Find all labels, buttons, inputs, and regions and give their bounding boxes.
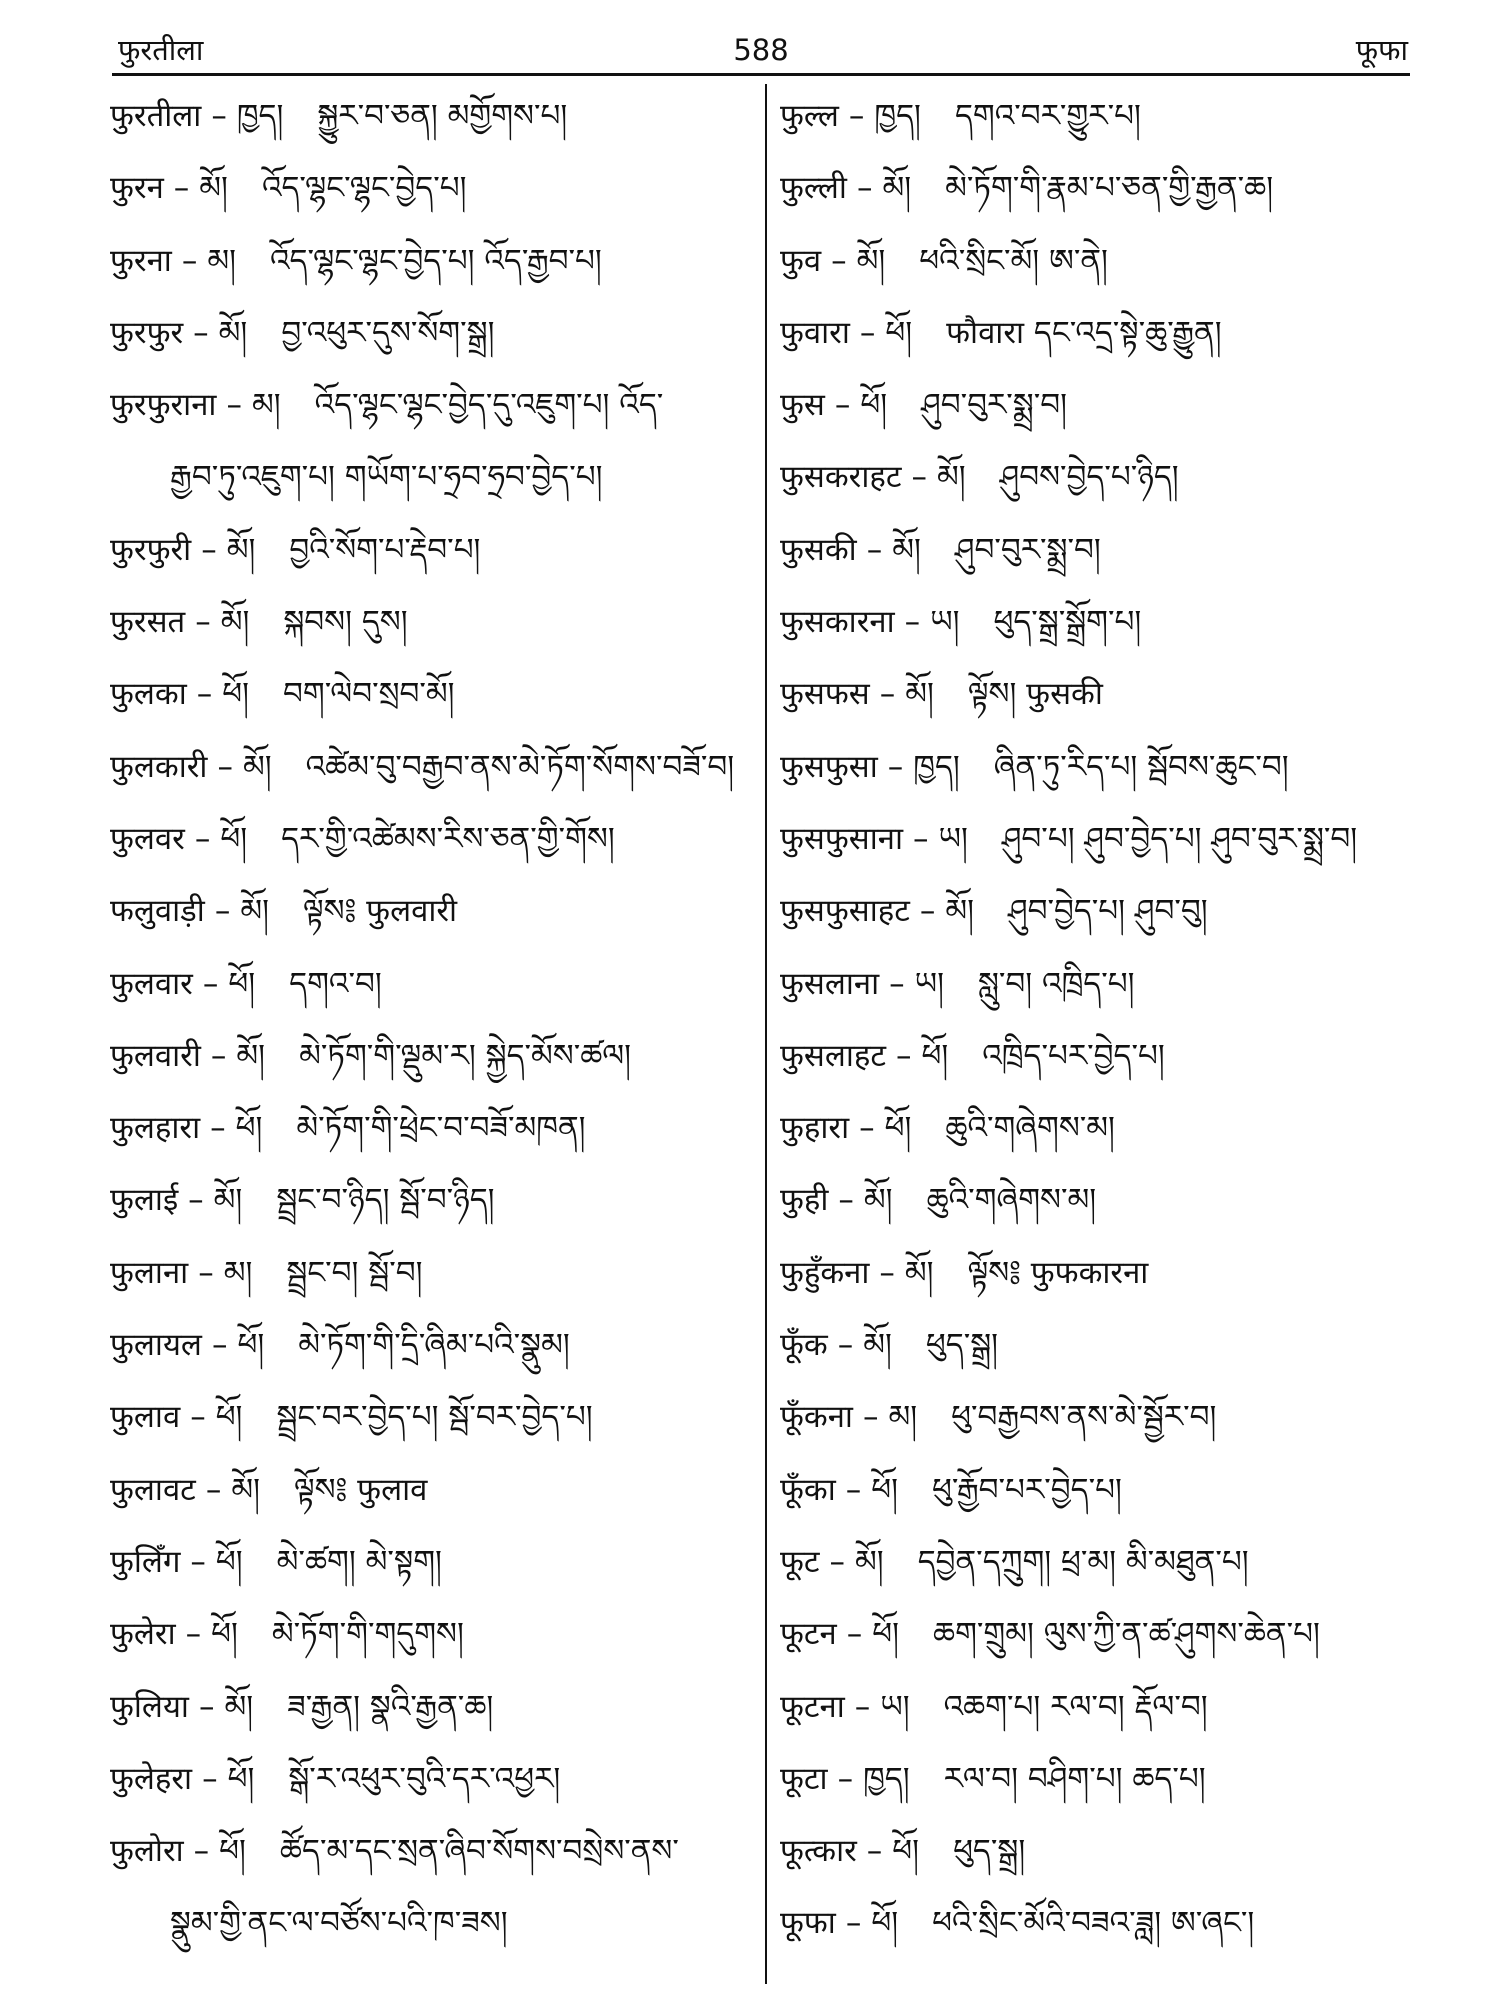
entry-dash: – (845, 1905, 862, 1942)
entry-dash: – (845, 1471, 862, 1508)
entry-definition: སྦྲང་བར་བྱེད་པ། སྦོ་བར་བྱེད་པ། (276, 1399, 593, 1436)
entry-headword: फुसफुसाहट (780, 893, 910, 930)
entry-continuation (110, 451, 750, 523)
dictionary-entry (780, 307, 1410, 379)
entry-definition: ཆག་གྲུམ། ལུས་ཀྱི་ན་ཚ་ཤུགས་ཆེན་པ། (933, 1616, 1320, 1653)
entry-definition: བྱ་འཕུར་དུས་སོག་སྒྲ། (281, 314, 495, 351)
entry-definition: དགའ་བ། (289, 965, 382, 1002)
entry-dash: – (889, 965, 905, 1002)
entry-dash: – (193, 1833, 210, 1870)
entry-part-of-speech: ཕོ། (215, 1399, 243, 1436)
entry-part-of-speech: མོ། (199, 170, 228, 207)
entry-part-of-speech: ཁྱད། (913, 748, 960, 785)
dictionary-entry (110, 1174, 750, 1246)
header-rule (112, 73, 1410, 76)
entry-definition: དབྱེན་དཀྲུག། ཕྲ་མ། མི་མཐུན་པ། (917, 1543, 1249, 1580)
page-number: 588 (733, 33, 789, 67)
entry-headword: फुलाना (110, 1254, 189, 1291)
entry-definition: སྦྲང་བ། སྦོ་བ། (286, 1254, 423, 1291)
entry-part-of-speech: མོ། (855, 1543, 884, 1580)
entry-part-of-speech: མོ། (945, 893, 974, 930)
entry-dash: – (848, 98, 865, 134)
entry-headword: फुलकारी (110, 748, 208, 785)
entry-definition: ཕུད་སྒྲ། (925, 1327, 999, 1364)
entry-dash: – (210, 1037, 227, 1074)
entry-dash: – (831, 242, 847, 279)
entry-dash: – (190, 1399, 206, 1436)
dictionary-entry (780, 1464, 1410, 1536)
entry-definition: འཆག་པ། རལ་བ། རྡོལ་བ། (943, 1688, 1208, 1725)
entry-dash: – (866, 1833, 883, 1870)
entry-definition: ལྟོས། फुसकी (967, 676, 1103, 713)
entry-headword: फुलहारा (110, 1110, 201, 1147)
entry-dash: – (912, 820, 929, 857)
entry-definition: ཤུབ་བྱེད་པ། ཤུབ་བུ། (1007, 893, 1208, 930)
entry-part-of-speech: མོ། (882, 170, 912, 207)
entry-definition: མེ་ཏོག་གི་ལྡུམ་ར། སྐྱེད་མོས་ཚལ། (299, 1037, 632, 1074)
entry-dash: – (196, 676, 213, 713)
entry-dash: – (854, 1688, 871, 1725)
entry-definition: ཕུད་སྒྲ། (953, 1833, 1026, 1870)
entry-definition: མེ་ཚག། མེ་སྟག། (276, 1543, 442, 1580)
entry-part-of-speech: ཁྱད། (236, 98, 284, 134)
entry-part-of-speech: ཡ། (880, 1688, 910, 1725)
entry-definition: མེ་ཏོག་གི་དྲི་ཞིམ་པའི་སྣུམ། (298, 1327, 570, 1364)
entry-dash: – (879, 1254, 895, 1291)
dictionary-entry (780, 1102, 1410, 1174)
dictionary-entry (780, 524, 1410, 596)
entry-definition: फौवारा དང་འདྲ་སྟེ་ཆུ་རྒྱུན། (946, 314, 1222, 351)
entry-dash: – (829, 1543, 846, 1580)
dictionary-entry (780, 90, 1410, 162)
entry-dash: – (194, 820, 211, 857)
entry-headword: फुलका (110, 676, 187, 713)
dictionary-entry (110, 1825, 750, 1897)
dictionary-entry (780, 1897, 1410, 1969)
entry-dash: – (202, 965, 219, 1002)
entry-headword: फुल्ली (780, 170, 847, 207)
dictionary-entry (780, 1681, 1410, 1753)
dictionary-entry (780, 1030, 1410, 1102)
entry-dash: – (862, 1399, 879, 1436)
entry-headword: फूट (780, 1543, 820, 1580)
entry-dash: – (190, 1543, 206, 1580)
dictionary-entry (110, 1464, 750, 1536)
entry-headword: फुहुँकना (780, 1254, 870, 1291)
entry-definition: ལྟོས༔ फुफकारना (967, 1254, 1149, 1291)
dictionary-entry (110, 1247, 750, 1319)
entry-part-of-speech: ཕོ། (885, 314, 913, 351)
dictionary-entry (110, 1319, 750, 1391)
guide-word-last: फूफा (1355, 33, 1408, 67)
dictionary-entry (110, 162, 750, 234)
entry-dash: – (202, 1760, 218, 1797)
entry-part-of-speech: མོ། (242, 748, 272, 785)
entry-dash: – (185, 1616, 202, 1653)
entry-part-of-speech: ཕོ། (892, 1833, 920, 1870)
entry-headword: फुसफुसा (780, 748, 878, 785)
entry-headword: फूटा (780, 1760, 828, 1797)
entry-dash: – (834, 387, 851, 424)
entry-part-of-speech: མོ། (220, 604, 250, 641)
entry-headword: फुवारा (780, 314, 850, 351)
entry-part-of-speech: ཕོ། (884, 1110, 912, 1147)
entry-part-of-speech: ཕོ། (228, 965, 256, 1002)
entry-definition: ཤུབ་བུར་སྨྲ་བ། (921, 387, 1067, 424)
entry-headword: फुलिँग (110, 1543, 181, 1580)
entry-definition: དར་གྱི་འཚེམས་རིས་ཅན་གྱི་གོས། (281, 820, 615, 857)
entry-part-of-speech: ཕོ། (215, 1543, 243, 1580)
dictionary-entry (110, 1102, 750, 1174)
entry-part-of-speech: ཁྱད། (874, 98, 921, 134)
entry-definition: ཕུ་བརྒྱབས་ནས་མེ་སྦྱོར་བ། (951, 1399, 1217, 1436)
entry-headword: फुलवार (110, 965, 193, 1002)
entry-headword: फुलेरा (110, 1616, 176, 1653)
entry-part-of-speech: ཕོ། (227, 1760, 255, 1797)
entry-part-of-speech: ཕོ། (211, 1616, 238, 1653)
right-column (780, 90, 1410, 1970)
entry-definition: ཤུབས་བྱེད་པ་ཉིད། (999, 459, 1179, 496)
dictionary-entry (110, 235, 750, 307)
entry-dash: – (838, 1182, 854, 1219)
entry-definition: ཤུབ་པ། ཤུབ་བྱེད་པ། ཤུབ་བུར་སྨྲ་བ། (1001, 820, 1358, 857)
entry-definition: མེ་ཏོག་གི་རྣམ་པ་ཅན་གྱི་རྒྱན་ཆ། (945, 170, 1274, 207)
entry-part-of-speech: མོ། (863, 1182, 893, 1219)
entry-headword: फुलवर (110, 820, 185, 857)
entry-definition: འོད་ལྷང་ལྷང་བྱེད་པ། (261, 170, 467, 207)
entry-part-of-speech: མོ། (892, 531, 921, 568)
entry-headword: फुलवारी (110, 1037, 201, 1074)
entry-dash: – (856, 170, 873, 207)
entry-definition: ཕུ་རྒྱོབ་པར་བྱེད་པ། (932, 1471, 1122, 1508)
entry-headword: फुलावट (110, 1471, 196, 1508)
entry-headword: फुसकी (780, 531, 857, 568)
dictionary-entry (780, 741, 1410, 813)
entry-headword: फुसलाना (780, 965, 880, 1002)
entry-definition: མེ་ཏོག་གི་གདུགས། (271, 1616, 464, 1653)
entry-definition: ཟ་རྒྱན། སྣའི་རྒྱན་ཆ། (287, 1688, 494, 1725)
entry-dash: – (173, 170, 190, 207)
entry-definition: སྐབས། དུས། (283, 604, 408, 641)
entry-headword: फुलिया (110, 1688, 189, 1725)
entry-headword: फूत्कार (780, 1833, 857, 1870)
entry-definition: སྣུམ་གྱི་ནང་ལ་བཙོས་པའི་ཁ་ཟས། (170, 1905, 508, 1942)
entry-headword: फुरतीला (110, 98, 202, 134)
entry-dash: – (181, 242, 198, 279)
dictionary-entry (780, 958, 1410, 1030)
entry-dash: – (859, 314, 876, 351)
dictionary-entry (110, 1681, 750, 1753)
dictionary-entry (780, 1391, 1410, 1463)
entry-part-of-speech: ཡ། (938, 820, 968, 857)
entry-dash: – (195, 604, 211, 641)
entry-definition: ཤུབ་བུར་སྨྲ་བ། (954, 531, 1101, 568)
entry-dash: – (879, 676, 896, 713)
entry-part-of-speech: མོ། (904, 1254, 934, 1291)
entry-headword: फुल्ल (780, 98, 839, 134)
entry-definition: ཕའི་སྲིང་མོ། ཨ་ནེ། (919, 242, 1108, 279)
entry-part-of-speech: མོ། (213, 1182, 243, 1219)
entry-dash: – (837, 1760, 854, 1797)
dictionary-entry (780, 451, 1410, 523)
dictionary-entry (110, 596, 750, 668)
dictionary-entry (110, 958, 750, 1030)
dictionary-entry (110, 379, 750, 451)
entry-dash: – (205, 1471, 222, 1508)
entry-dash: – (904, 604, 921, 641)
entry-part-of-speech: ཕོ། (235, 1110, 263, 1147)
entry-headword: फुसफुसाना (780, 820, 903, 857)
entry-headword: फुलाव (110, 1399, 181, 1436)
entry-headword: फुहारा (780, 1110, 850, 1147)
entry-definition: ཕའི་སྲིང་མོའི་བཟའ་ཟླ། ཨ་ཞང་། (932, 1905, 1255, 1942)
guide-word-first: फुरतीला (118, 33, 204, 67)
entry-part-of-speech: མ། (207, 242, 236, 279)
entry-definition: ཕུད་སྒྲ་སྒྲོག་པ། (993, 604, 1142, 641)
entry-headword: फुसकराहट (780, 459, 902, 496)
entry-definition: བག་ལེབ་སྲབ་མོ། (283, 676, 455, 713)
entry-part-of-speech: མོ། (905, 676, 934, 713)
entry-dash: – (226, 387, 242, 424)
entry-part-of-speech: མ། (251, 387, 281, 424)
entry-headword: फलुवाड़ी (110, 893, 205, 930)
entry-part-of-speech: མོ། (231, 1471, 260, 1508)
entry-part-of-speech: ཁྱད། (863, 1760, 910, 1797)
entry-part-of-speech: ཕོ། (860, 387, 888, 424)
entry-definition: ལྟོས༔ फुलवारी (302, 893, 458, 930)
entry-headword: फुरफुर (110, 314, 184, 351)
dictionary-entry (780, 596, 1410, 668)
dictionary-entry (110, 813, 750, 885)
dictionary-entry (780, 1608, 1410, 1680)
entry-headword: फुरफुरी (110, 531, 192, 568)
entry-headword: फुसलाहट (780, 1037, 886, 1074)
entry-definition: མེ་ཏོག་གི་ཕྲེང་བ་བཟོ་མཁན། (296, 1110, 586, 1147)
entry-definition: འཁྲིད་པར་བྱེད་པ། (982, 1037, 1165, 1074)
entry-dash: – (859, 1110, 875, 1147)
entry-headword: फूँक (780, 1327, 828, 1364)
entry-definition: སླུ་བ། འཁྲིད་པ། (978, 965, 1135, 1002)
entry-part-of-speech: མོ། (863, 1327, 892, 1364)
entry-part-of-speech: ཕོ། (871, 1905, 899, 1942)
entry-part-of-speech: མ། (888, 1399, 918, 1436)
entry-definition: སྒོ་ར་འཕུར་བུའི་དར་འཕྱར། (288, 1760, 561, 1797)
entry-part-of-speech: ཕོ། (237, 1327, 265, 1364)
entry-dash: – (210, 1110, 226, 1147)
entry-definition: འཚེམ་བུ་བརྒྱབ་ནས་མེ་ཏོག་སོགས་བཟོ་བ། (305, 748, 735, 785)
dictionary-entry (110, 1030, 750, 1102)
entry-dash: – (211, 1327, 228, 1364)
entry-headword: फुरना (110, 242, 172, 279)
entry-dash: – (211, 98, 227, 134)
dictionary-entry (780, 885, 1410, 957)
entry-part-of-speech: ཕོ། (871, 1471, 899, 1508)
dictionary-entry (780, 1319, 1410, 1391)
entry-part-of-speech: མོ། (240, 893, 269, 930)
entry-headword: फुलोरा (110, 1833, 184, 1870)
entry-part-of-speech: ཕོ། (220, 820, 248, 857)
entry-headword: फुस (780, 387, 825, 424)
dictionary-entry (110, 885, 750, 957)
entry-headword: फुलायल (110, 1327, 202, 1364)
column-divider (765, 84, 767, 1984)
entry-definition: བྱའི་སོག་པ་རྡེབ་པ། (289, 531, 481, 568)
entry-part-of-speech: ཕོ། (921, 1037, 949, 1074)
entry-definition: ཞིན་ཏུ་རིད་པ། སྦོབས་ཆུང་བ། (993, 748, 1289, 785)
entry-part-of-speech: མོ། (218, 314, 248, 351)
entry-headword: फुरन (110, 170, 164, 207)
dictionary-entry (110, 1753, 750, 1825)
dictionary-entry (110, 741, 750, 813)
entry-dash: – (214, 893, 231, 930)
entry-definition: འོད་ལྷང་ལྷང་བྱེད་པ། འོད་རྒྱབ་པ། (269, 242, 602, 279)
entry-headword: फूँका (780, 1471, 836, 1508)
entry-headword: फुसफस (780, 676, 870, 713)
dictionary-entry (780, 379, 1410, 451)
entry-part-of-speech: མོ། (226, 531, 256, 568)
entry-headword: फुरसत (110, 604, 186, 641)
entry-dash: – (193, 314, 209, 351)
left-column (110, 90, 750, 1970)
entry-dash: – (846, 1616, 863, 1653)
dictionary-entry (780, 1247, 1410, 1319)
entry-part-of-speech: མོ། (236, 1037, 266, 1074)
dictionary-entry (780, 235, 1410, 307)
dictionary-entry (780, 1174, 1410, 1246)
dictionary-entry (110, 1608, 750, 1680)
entry-dash: – (911, 459, 927, 496)
entry-headword: फुलाई (110, 1182, 179, 1219)
entry-dash: – (201, 531, 217, 568)
dictionary-entry (780, 668, 1410, 740)
dictionary-entry (110, 307, 750, 379)
entry-definition: ཆུའི་གཞེགས་མ། (945, 1110, 1115, 1147)
entry-definition: འོད་ལྷང་ལྷང་བྱེད་དུ་འཇུག་པ། འོད་ (314, 387, 664, 424)
entry-dash: – (198, 1688, 215, 1725)
entry-part-of-speech: མ། (223, 1254, 253, 1291)
entry-headword: फूँकना (780, 1399, 853, 1436)
entry-part-of-speech: མོ། (856, 242, 886, 279)
entry-dash: – (188, 1182, 204, 1219)
dictionary-entry (780, 162, 1410, 234)
entry-headword: फुरफुराना (110, 387, 217, 424)
entry-headword: फुव (780, 242, 822, 279)
entry-definition: རལ་བ། བཤིག་པ། ཆད་པ། (943, 1760, 1206, 1797)
dictionary-entry (780, 1753, 1410, 1825)
entry-definition: སྦྲང་བ་ཉིད། སྦོ་བ་ཉིད། (276, 1182, 495, 1219)
entry-definition: ཆུའི་གཞེགས་མ། (926, 1182, 1097, 1219)
entry-headword: फूफा (780, 1905, 836, 1942)
entry-definition: དགའ་བར་གྱུར་པ། (954, 98, 1141, 134)
entry-continuation (110, 1897, 750, 1969)
dictionary-entry (110, 90, 750, 162)
entry-part-of-speech: ཡ། (930, 604, 960, 641)
dictionary-entry (110, 668, 750, 740)
entry-definition: རྒྱབ་ཏུ་འཇུག་པ། གཡོག་པ་ཧྲབ་ཧྲབ་བྱེད་པ། (170, 459, 603, 496)
entry-part-of-speech: མོ། (936, 459, 966, 496)
dictionary-entry (780, 1825, 1410, 1897)
entry-dash: – (866, 531, 883, 568)
entry-headword: फूटना (780, 1688, 845, 1725)
entry-dash: – (217, 748, 233, 785)
entry-part-of-speech: ཕོ། (219, 1833, 246, 1870)
dictionary-entry (110, 1536, 750, 1608)
entry-part-of-speech: མོ། (224, 1688, 254, 1725)
entry-dash: – (198, 1254, 214, 1291)
entry-headword: फूटन (780, 1616, 837, 1653)
entry-part-of-speech: ཕོ། (872, 1616, 899, 1653)
entry-headword: फुही (780, 1182, 829, 1219)
entry-definition: སྐྱུར་བ་ཅན། མགྱོགས་པ། (317, 98, 568, 134)
entry-headword: फुलेहरा (110, 1760, 193, 1797)
entry-headword: फुसकारना (780, 604, 895, 641)
dictionary-entry (110, 1391, 750, 1463)
entry-definition: ལྟོས༔ फुलाव (293, 1471, 428, 1508)
dictionary-entry (780, 1536, 1410, 1608)
entry-dash: – (837, 1327, 854, 1364)
entry-part-of-speech: ཕོ། (222, 676, 250, 713)
entry-part-of-speech: ཡ། (914, 965, 944, 1002)
entry-dash: – (919, 893, 936, 930)
entry-definition: ཚོད་མ་དང་སྲན་ཞིབ་སོགས་བསྲེས་ནས་ (279, 1833, 679, 1870)
dictionary-entry (110, 524, 750, 596)
dictionary-entry (780, 813, 1410, 885)
entry-dash: – (887, 748, 904, 785)
entry-dash: – (896, 1037, 912, 1074)
